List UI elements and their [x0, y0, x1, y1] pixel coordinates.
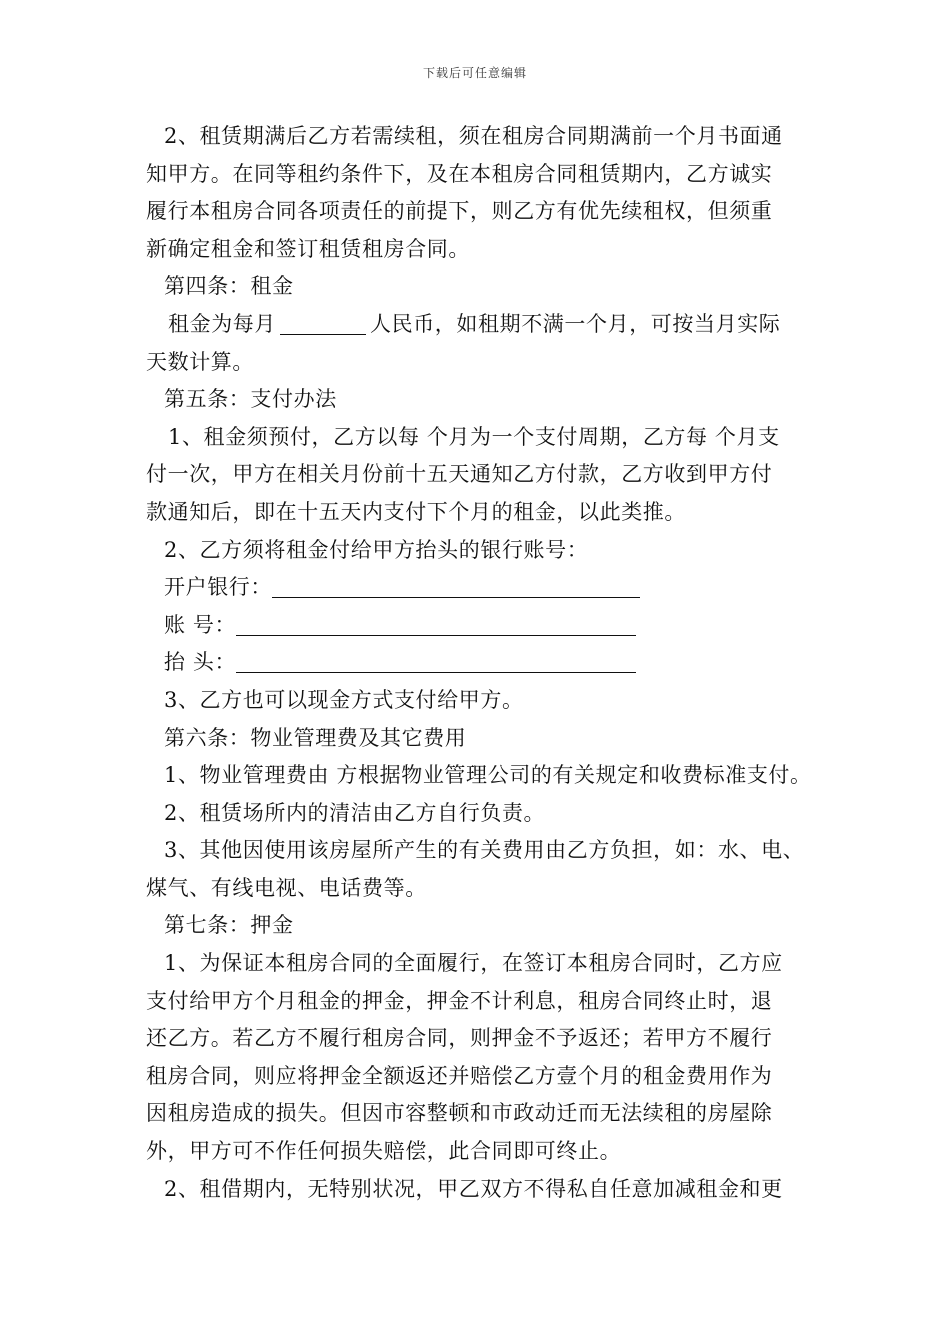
- paragraph-line: 1、租金须预付，乙方以每 个月为一个支付周期，乙方每 个月支: [168, 424, 780, 449]
- account-number-blank: [236, 613, 636, 636]
- rent-prefix: 租金为每月: [168, 311, 276, 336]
- bank-name-field: [146, 569, 836, 607]
- page-header-note: 下载后可任意编辑: [422, 66, 527, 80]
- rent-amount-blank: [280, 312, 366, 335]
- section-heading-rent: 第四条：租金: [164, 274, 294, 299]
- paragraph-line: 2、租赁期满后乙方若需续租，须在租房合同期满前一个月书面通: [164, 124, 783, 148]
- paragraph-line: 1、物业管理费由 方根据物业管理公司的有关规定和收费标准支付。: [164, 763, 812, 788]
- paragraph-line: 付一次，甲方在相关月份前十五天通知乙方付款，乙方收到甲方付: [146, 462, 773, 487]
- payee-blank: [236, 650, 636, 673]
- paragraph-line: 天数计算。: [146, 349, 254, 374]
- paragraph-line: 1、为保证本租房合同的全面履行，在签订本租房合同时，乙方应: [164, 951, 783, 976]
- paragraph-line: 履行本租房合同各项责任的前提下，则乙方有优先续租权，但须重: [146, 199, 773, 224]
- paragraph-line: 煤气、有线电视、电话费等。: [146, 875, 427, 900]
- paragraph-line: 还乙方。若乙方不履行租房合同，则押金不予返还；若甲方不履行: [146, 1026, 773, 1051]
- paragraph-line: 外，甲方可不作任何损失赔偿，此合同即可终止。: [146, 1139, 622, 1164]
- paragraph-line: 知甲方。在同等租约条件下，及在本租房合同租赁期内，乙方诚实: [146, 161, 773, 186]
- bank-name-label: 开户银行：: [164, 575, 272, 600]
- paragraph-line: 3、乙方也可以现金方式支付给甲方。: [164, 687, 524, 712]
- section-heading-fees: 第六条：物业管理费及其它费用: [164, 725, 467, 750]
- paragraph-line: 款通知后，即在十五天内支付下个月的租金，以此类推。: [146, 499, 686, 524]
- payee-field: [146, 644, 836, 682]
- account-number-label: 账 号：: [164, 612, 237, 637]
- rent-suffix: 人民币，如租期不满一个月，可按当月实际: [370, 311, 781, 336]
- account-number-field: [146, 607, 836, 645]
- bank-name-blank: [272, 575, 640, 598]
- paragraph-line: 2、乙方须将租金付给甲方抬头的银行账号：: [164, 537, 589, 562]
- payee-label: 抬 头：: [164, 650, 237, 675]
- rent-amount-line: [146, 306, 836, 344]
- paragraph-line: 2、租赁场所内的清洁由乙方自行负责。: [164, 800, 546, 825]
- paragraph-line: 3、其他因使用该房屋所产生的有关费用由乙方负担，如：水、电、: [164, 838, 805, 863]
- paragraph-line: 2、租借期内，无特别状况，甲乙双方不得私自任意加减租金和更: [164, 1176, 783, 1201]
- paragraph-line: 新确定租金和签订租赁租房合同。: [146, 236, 470, 261]
- paragraph-line: 租房合同，则应将押金全额返还并赔偿乙方壹个月的租金费用作为: [146, 1063, 773, 1088]
- paragraph-line: 因租房造成的损失。但因市容整顿和市政动迁而无法续租的房屋除: [146, 1101, 773, 1126]
- section-heading-payment: 第五条：支付办法: [164, 387, 337, 412]
- paragraph-line: 支付给甲方个月租金的押金，押金不计利息，租房合同终止时，退: [146, 988, 773, 1013]
- section-heading-deposit: 第七条：押金: [164, 913, 294, 938]
- contract-body: [146, 118, 836, 1208]
